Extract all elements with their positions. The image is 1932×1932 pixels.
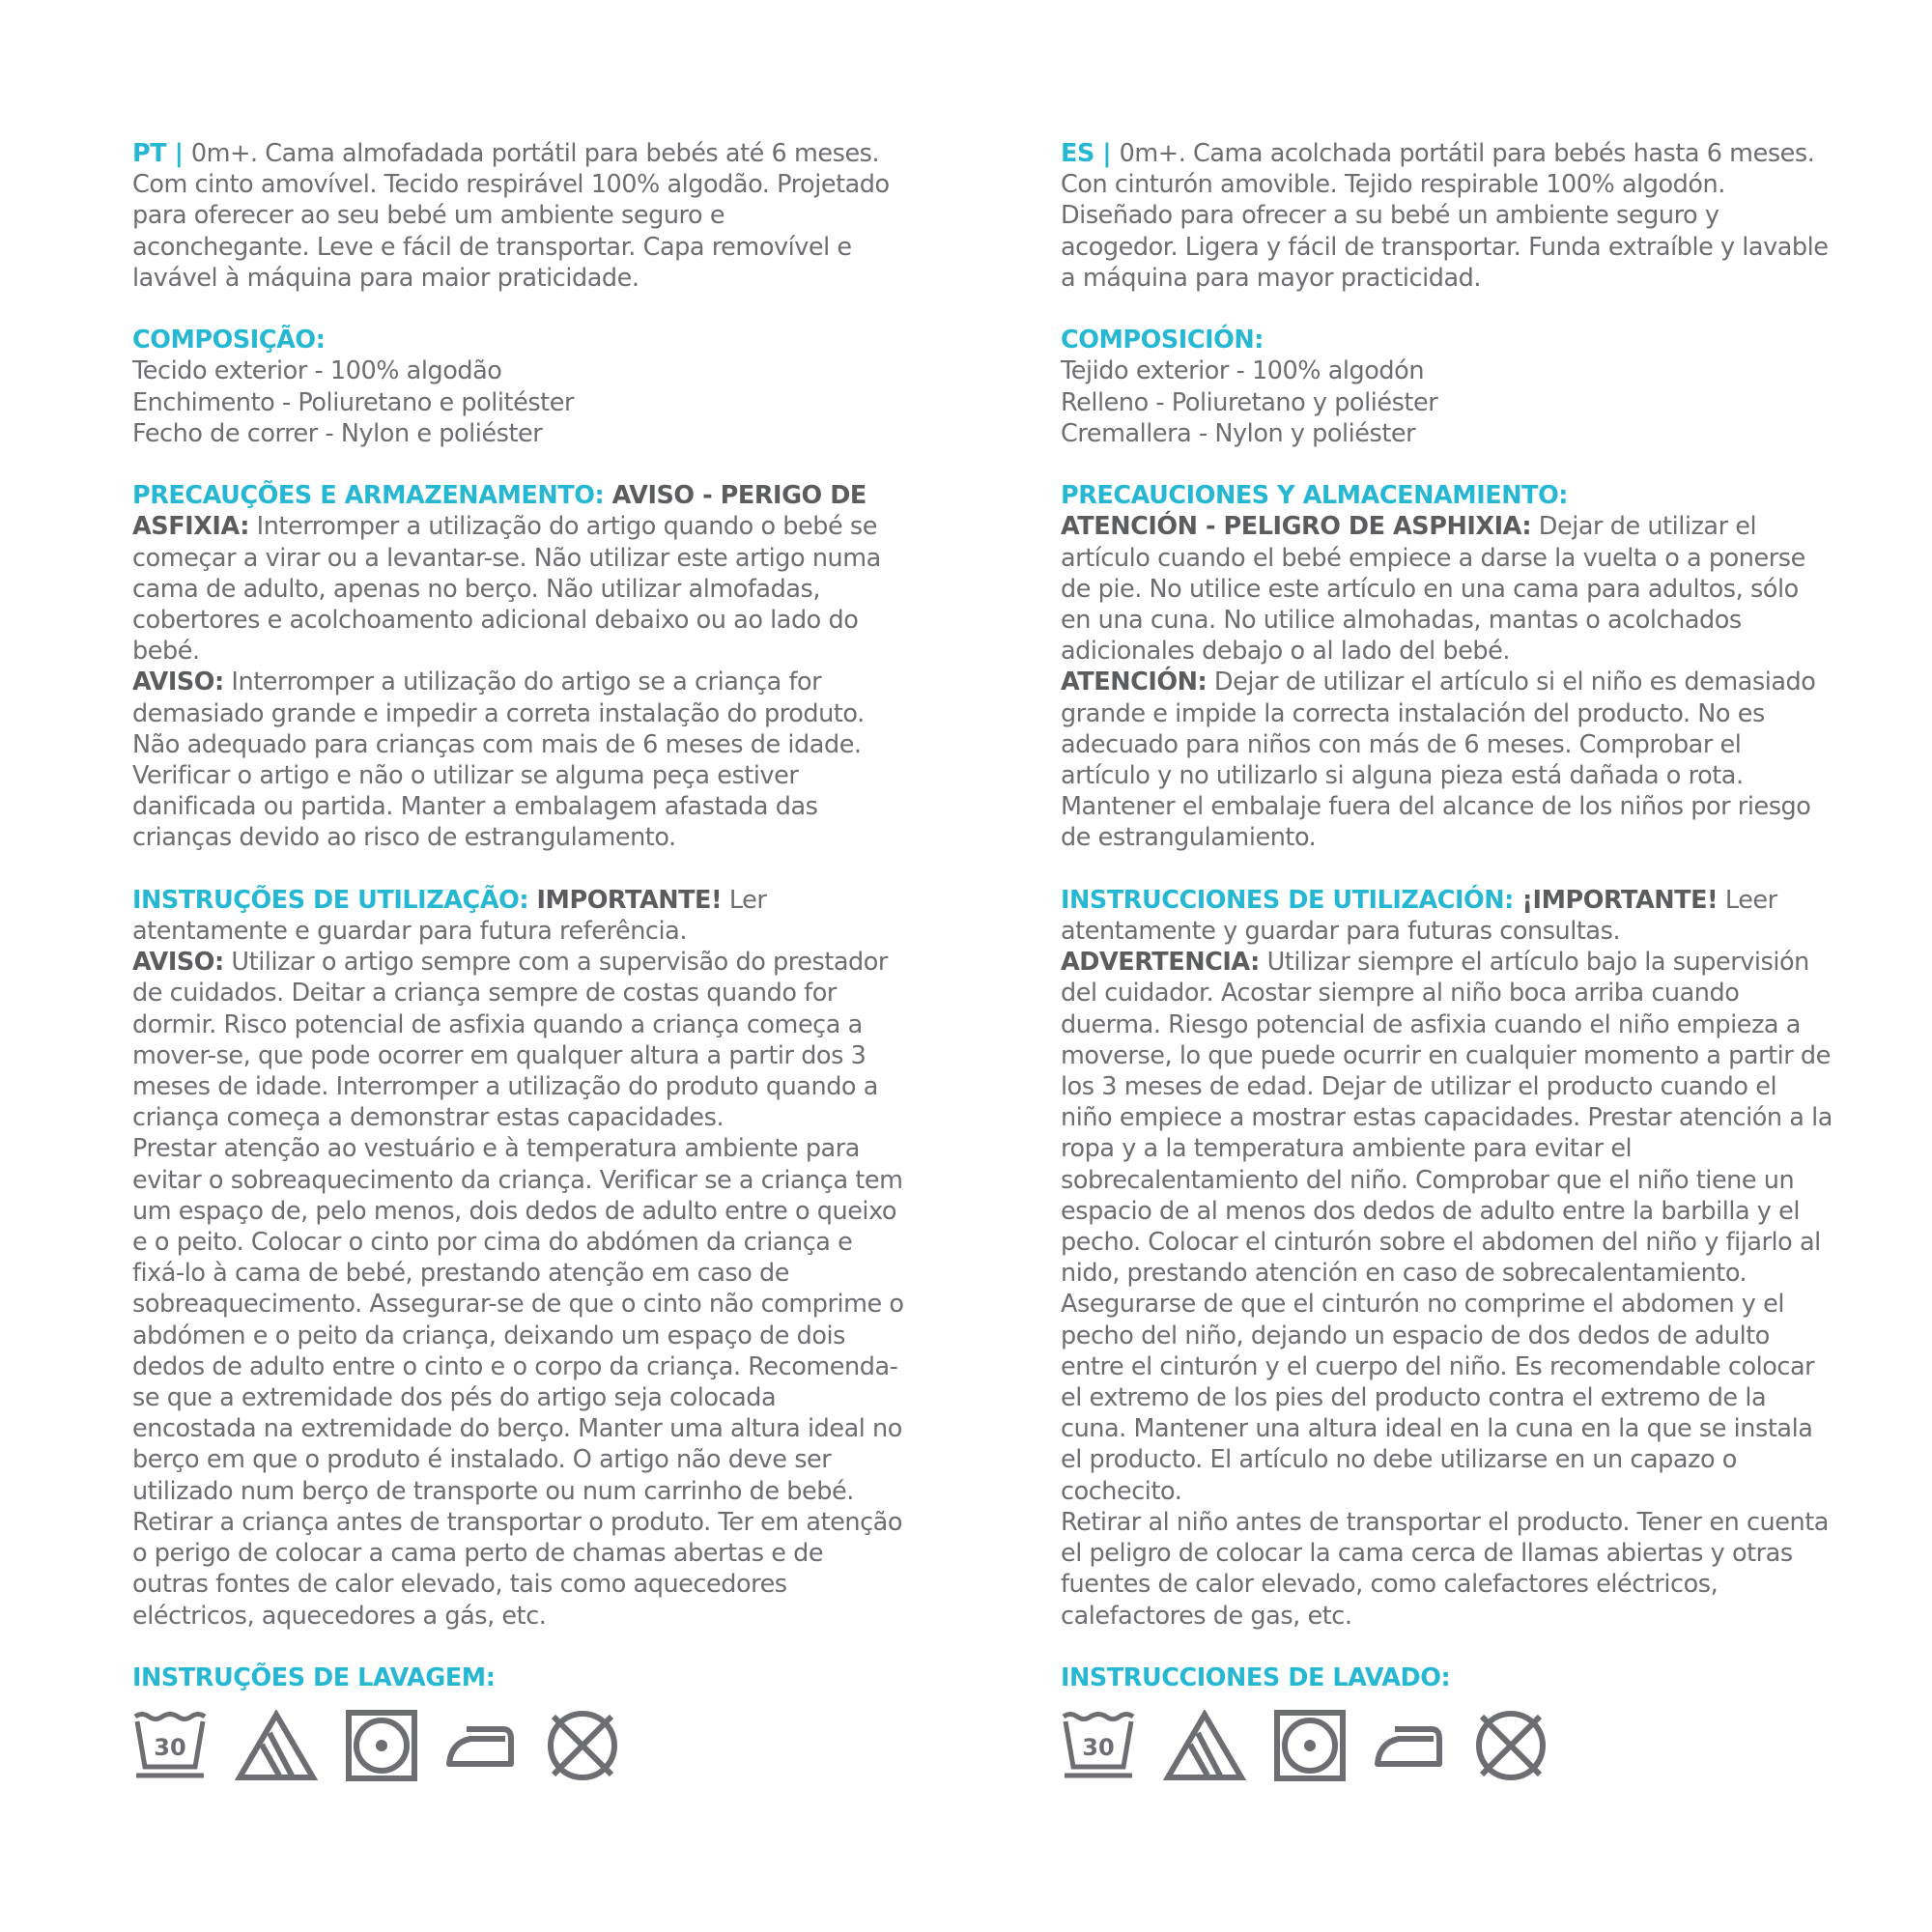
iron-low-icon: [1374, 1721, 1445, 1770]
es-instructions-warning-label: ADVERTENCIA:: [1061, 948, 1260, 978]
wash-temperature-label: 30: [1082, 1734, 1115, 1762]
pt-instructions: [132, 885, 905, 947]
pt-column: [132, 138, 905, 1784]
es-precautions-warning-label: ATENCIÓN - PELIGRO DE ASPHIXIA:: [1061, 512, 1532, 542]
es-instructions-title: INSTRUCCIONES DE UTILIZACIÓN:: [1061, 885, 1514, 915]
es-instructions-important-label: ¡IMPORTANTE!: [1513, 885, 1719, 915]
pt-washing-title: INSTRUÇÕES DE LAVAGEM:: [132, 1662, 496, 1692]
es-precautions-notice: [1061, 667, 1833, 853]
wash-temperature-label: 30: [154, 1734, 186, 1762]
es-composition-item: Cremallera - Nylon y poliéster: [1061, 418, 1416, 448]
es-precautions-notice-text: Dejar de utilizar el artículo si el niño es demasiado grande e impide la correcta instalación del producto. No es adecuado para niños con más de 6 meses. Comprobar el artículo y no utilizarlo si alguna pieza está dañada o rota. Mantener el embalaje fuera del alcance de los niños por riesgo de estrangulamiento.: [1061, 668, 1816, 853]
es-precautions-warning-text: Dejar de utilizar el artículo cuando el bebé empiece a darse la vuelta o a ponerse de pie. No utilice este artículo en una cama para adultos, sólo en una cuna. No utilice almohadas, mantas o acolchados adicionales debajo o al lado del bebé.: [1061, 512, 1805, 667]
es-instructions-important-text: Leer atentamente y guardar para futuras consultas.: [1061, 885, 1777, 947]
pt-precautions-notice-label: AVISO:: [132, 668, 224, 697]
pt-precautions-warning-label: AVISO - PERIGO DE ASFIXIA:: [132, 481, 867, 542]
pt-instructions-title: INSTRUÇÕES DE UTILIZAÇÃO:: [132, 885, 529, 915]
es-language-label: ES |: [1061, 139, 1120, 168]
pt-composition-item: Fecho de correr - Nylon e poliéster: [132, 418, 543, 448]
pt-composition-item: Tecido exterior - 100% algodão: [132, 356, 502, 386]
pt-intro: [132, 138, 905, 294]
es-precautions-title: PRECAUCIONES Y ALMACENAMIENTO:: [1061, 481, 1569, 511]
pt-precautions-notice: [132, 667, 905, 853]
es-composition-item: Relleno - Poliuretano y poliéster: [1061, 387, 1438, 417]
pt-precautions-title: PRECAUÇÕES E ARMAZENAMENTO:: [132, 481, 605, 511]
es-instructions-warning: [1061, 947, 1833, 1507]
iron-low-icon: [445, 1721, 517, 1770]
pt-composition-title: COMPOSIÇÃO:: [132, 326, 326, 355]
bleach-non-chlorine-icon: [235, 1710, 318, 1781]
pt-composition-item: Enchimento - Poliuretano e politéster: [132, 387, 574, 417]
pt-instructions-extra: Prestar atenção ao vestuário e à temperatura ambiente para evitar o sobreaquecimento da criança. Verificar se a criança tem um espaço de, pelo menos, dois dedos de adulto entre o queixo e o peito. Colocar o cinto por cima do abdómen da criança e fixá-lo à cama de bebé, prestando atenção em caso de sobreaquecimento. Assegurar-se de que o cinto não comprime o abdómen e o peito da criança, deixando um espaço de dois dedos de adulto entre o cinto e o corpo da criança. Recomenda-se que a extremidade dos pés do artigo seja colocada encostada na extremidade do berço. Manter uma altura ideal no berço em que o produto é instalado. O artigo não deve ser utilizado num berço de transporte ou num carrinho de bebé. Retirar a criança antes de transportar o produto. Ter em atenção o perigo de colocar a cama perto de chamas abertas e de outras fontes de calor elevado, tais como aquecedores eléctricos, aquecedores a gás, etc.: [132, 1134, 904, 1631]
pt-instructions-important-text: Ler atentamente e guardar para futura referência.: [132, 885, 767, 947]
wash-30-icon: [132, 1709, 208, 1782]
es-composition-item: Tejido exterior - 100% algodón: [1061, 356, 1425, 386]
es-instructions: [1061, 885, 1833, 947]
es-composition-title: COMPOSICIÓN:: [1061, 326, 1264, 355]
pt-precautions-notice-text: Interromper a utilização do artigo se a criança for demasiado grande e impedir a correta instalação do produto. Não adequado para crianças com mais de 6 meses de idade. Verificar o artigo e não o utilizar se alguma peça estiver danificada ou partida. Manter a embalagem afastada das crianças devido ao risco de estrangulamento.: [132, 668, 865, 853]
es-precautions-warning: [1061, 511, 1833, 667]
es-instructions-extra: Retirar al niño antes de transportar el producto. Tener en cuenta el peligro de colocar la cama cerca de llamas abiertas y otras fuentes de calor elevado, como calefactores eléctricos, calefactores de gas, etc.: [1061, 1507, 1829, 1631]
pt-language-label: PT |: [132, 139, 191, 168]
pt-instructions-warning: [132, 947, 905, 1133]
es-instructions-warning-text: Utilizar siempre el artículo bajo la supervisión del cuidador. Acostar siempre al niño boca arriba cuando duerma. Riesgo potencial de asfixia cuando el niño empieza a moverse, lo que puede ocurrir en cualquier momento a partir de los 3 meses de edad. Dejar de utilizar el producto cuando el niño empiece a mostrar estas capacidades. Prestar atención a la ropa y a la temperatura ambiente para evitar el sobrecalentamiento del niño. Comprobar que el niño tiene un espacio de al menos dos dedos de adulto entre la barbilla y el pecho. Colocar el cinturón sobre el abdomen del niño y fijarlo al nido, prestando atención en caso de sobrecalentamiento. Asegurarse de que el cinturón no comprime el abdomen y el pecho del niño, dejando un espacio de dos dedos de adulto entre el cinturón y el cuerpo del niño. Es recomendable colocar el extremo de los pies del producto contra el extremo de la cuna. Mantener una altura ideal en la cuna en la que se instala el producto. El artículo no debe utilizarse en un capazo o cochecito.: [1061, 948, 1833, 1506]
do-not-dry-clean-icon: [1472, 1707, 1549, 1784]
pt-instructions-warning-label: AVISO:: [132, 948, 224, 978]
es-washing-title: INSTRUCCIONES DE LAVADO:: [1061, 1662, 1451, 1692]
tumble-dry-low-icon: [345, 1709, 418, 1782]
pt-precautions-warning-text: Interromper a utilização do artigo quando o bebé se começar a virar ou a levantar-se. Não utilizar este artigo numa cama de adulto, apenas no berço. Não utilizar almofadas, cobertores e acolchoamento adicional debaixo ou ao lado do bebé.: [132, 512, 881, 667]
pt-intro-text: 0m+. Cama almofadada portátil para bebés até 6 meses. Com cinto amovível. Tecido respirável 100% algodão. Projetado para oferecer ao seu bebé um ambiente seguro e aconchegante. Leve e fácil de transportar. Capa removível e lavável à máquina para maior praticidade.: [132, 139, 890, 293]
pt-precautions: [132, 480, 905, 667]
tumble-dry-low-icon: [1273, 1709, 1347, 1782]
es-intro: [1061, 138, 1833, 294]
es-precautions-notice-label: ATENCIÓN:: [1061, 668, 1208, 697]
pt-care-symbols: [132, 1707, 905, 1784]
pt-instructions-warning-text: Utilizar o artigo sempre com a supervisão do prestador de cuidados. Deitar a criança sempre de costas quando for dormir. Risco potencial de asfixia quando a criança começa a mover-se, que pode ocorrer em qualquer altura a partir dos 3 meses de idade. Interromper a utilização do produto quando a criança começa a demonstrar estas capacidades.: [132, 948, 888, 1133]
es-intro-text: 0m+. Cama acolchada portátil para bebés hasta 6 meses. Con cinturón amovible. Tejido respirable 100% algodón. Diseñado para ofrecer a su bebé un ambiente seguro y acogedor. Ligera y fácil de transportar. Funda extraíble y lavable a máquina para mayor practicidad.: [1061, 139, 1829, 293]
wash-30-icon: [1061, 1709, 1136, 1782]
es-care-symbols: [1061, 1707, 1833, 1784]
bleach-non-chlorine-icon: [1163, 1710, 1246, 1781]
pt-instructions-important-label: IMPORTANTE!: [528, 885, 723, 915]
do-not-dry-clean-icon: [544, 1707, 621, 1784]
es-column: [1061, 138, 1833, 1784]
